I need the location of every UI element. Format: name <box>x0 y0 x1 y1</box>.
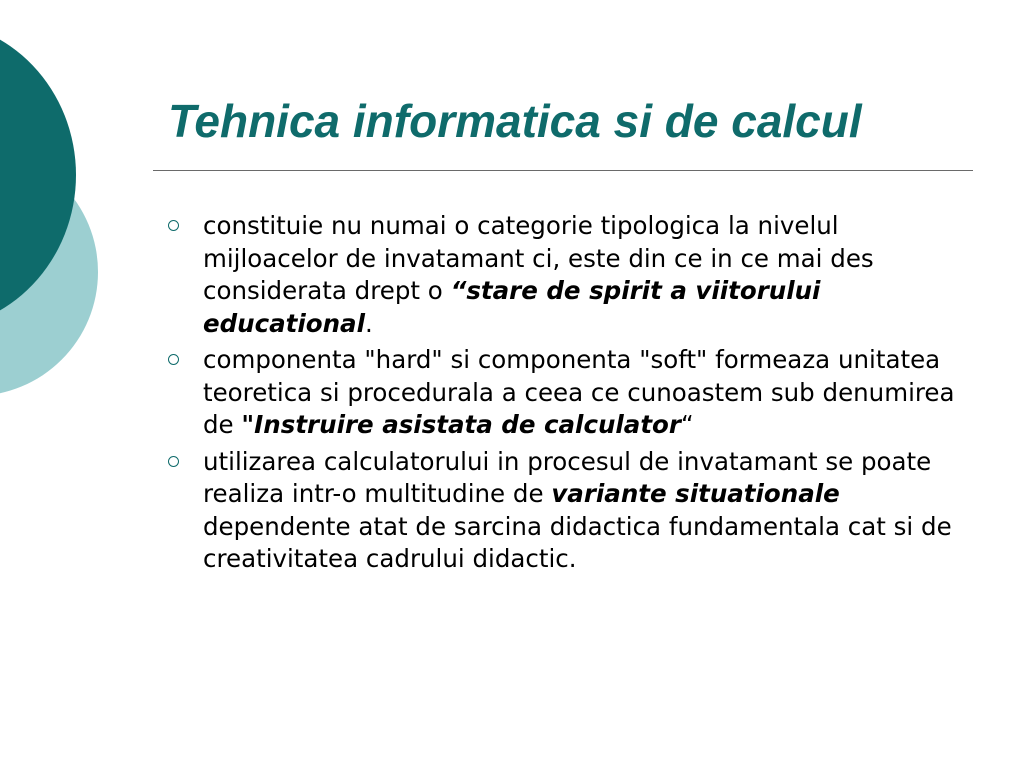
bullet-text: utilizarea calculatorului in procesul de invatamant se poate realiza intr-o multitudine de <box>203 446 932 508</box>
bullet-item <box>168 344 968 442</box>
title-divider <box>153 170 973 171</box>
bullet-text-end: dependente atat de sarcina didactica fundamentala cat si de creativitatea cadrului didactic. <box>203 511 952 573</box>
bullet-text: componenta "hard" si componenta "soft" formeaza unitatea teoretica si procedurala a ceea ce cunoastem sub denumirea de <box>203 345 955 439</box>
hollow-circle-bullet-icon <box>168 354 179 365</box>
bullet-emphasis: “stare de spirit a viitorului educational <box>203 276 821 338</box>
hollow-circle-bullet-icon <box>168 456 179 467</box>
bullet-item <box>168 210 968 340</box>
bullet-text-end: . <box>364 308 373 338</box>
slide-title: Tehnica informatica si de calcul <box>168 95 862 147</box>
bullet-item <box>168 446 968 576</box>
bullet-text-end: “ <box>680 410 694 439</box>
bullet-list <box>168 210 968 580</box>
hollow-circle-bullet-icon <box>168 220 179 231</box>
bullet-emphasis: variante situationale <box>551 479 840 508</box>
bullet-emphasis: "Instruire asistata de calculator <box>241 410 681 439</box>
bullet-text: constituie nu numai o categorie tipologica la nivelul mijloacelor de invatamant ci, este din ce in ce mai des considerata drept o <box>203 211 874 305</box>
